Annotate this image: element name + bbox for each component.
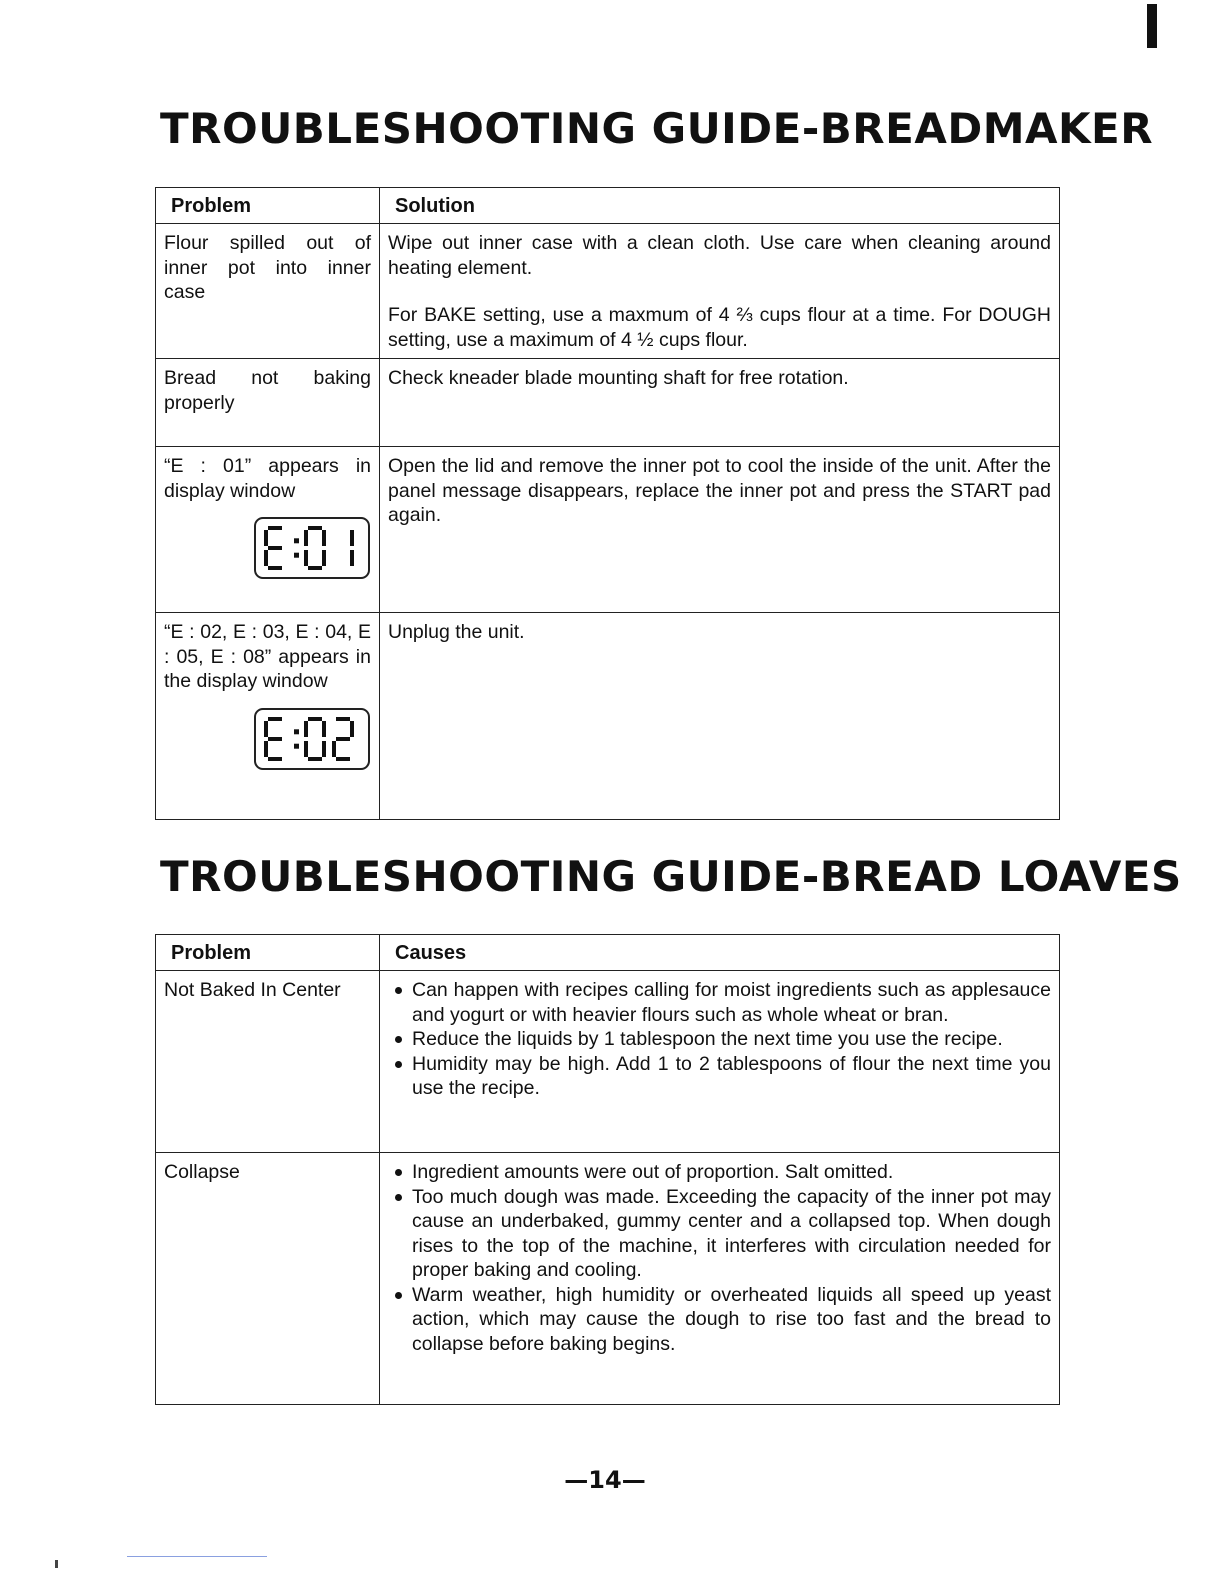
solution-cell: [380, 224, 1060, 359]
list-item: Warm weather, high humidity or overheated liquids all speed up yeast action, which may cause the dough to rise too fast and the bread to collapse before baking begins.: [388, 1283, 1051, 1357]
solution-text: Unplug the unit.: [388, 621, 525, 643]
lcd-display-e01: [254, 517, 370, 579]
table-row: [156, 447, 1060, 613]
table-header-row: [156, 188, 1060, 224]
solution-text: For BAKE setting, use a maxmum of 4 ⅔ cups flour at a time. For DOUGH setting, use a maximum of 4 ½ cups flour.: [388, 304, 1051, 351]
causes-list: [388, 978, 1051, 1101]
corner-mark: [1147, 4, 1157, 48]
solution-cell: [380, 359, 1060, 447]
table-row: [156, 971, 1060, 1153]
page-number: —14—: [564, 1466, 646, 1494]
problem-header: Problem: [156, 935, 380, 971]
solution-text: Open the lid and remove the inner pot to cool the inside of the unit. After the panel message disappears, replace the inner pot and press the START pad again.: [388, 455, 1051, 526]
lcd-display-e02: [254, 708, 370, 770]
section-title-bread-loaves: TROUBLESHOOTING GUIDE-BREAD LOAVES: [160, 852, 1182, 901]
list-item: Reduce the liquids by 1 tablespoon the next time you use the recipe.: [388, 1027, 1051, 1052]
causes-cell: [380, 971, 1060, 1153]
list-item: Humidity may be high. Add 1 to 2 tablespoons of flour the next time you use the recipe.: [388, 1052, 1051, 1101]
causes-header: Causes: [380, 935, 1060, 971]
problem-cell: Flour spilled out of inner pot into inner case: [156, 224, 380, 359]
breadmaker-troubleshooting-table: [155, 187, 1060, 820]
problem-header: Problem: [156, 188, 380, 224]
seven-segment-readout: [256, 519, 368, 577]
table-row: [156, 224, 1060, 359]
problem-text: “E : 02, E : 03, E : 04, E : 05, E : 08” appears in the display window: [164, 621, 371, 692]
solution-cell: [380, 613, 1060, 820]
problem-cell: Bread not baking properly: [156, 359, 380, 447]
causes-list: [388, 1160, 1051, 1356]
section-title-breadmaker: TROUBLESHOOTING GUIDE-BREADMAKER: [160, 104, 1154, 153]
table-header-row: [156, 935, 1060, 971]
solution-text: Check kneader blade mounting shaft for free rotation.: [388, 367, 849, 389]
problem-cell: [156, 447, 380, 613]
problem-text: “E : 01” appears in display window: [164, 455, 371, 502]
list-item: Too much dough was made. Exceeding the capacity of the inner pot may cause an underbaked, gummy center and a collapsed top. When dough rises to the top of the machine, it interferes with circulation needed for proper baking and cooling.: [388, 1185, 1051, 1283]
footer-tick: [55, 1560, 58, 1568]
footer-line: [127, 1556, 267, 1557]
problem-cell: Collapse: [156, 1153, 380, 1405]
causes-cell: [380, 1153, 1060, 1405]
table-row: [156, 1153, 1060, 1405]
solution-text: Wipe out inner case with a clean cloth. Use care when cleaning around heating element.: [388, 232, 1051, 279]
bread-loaves-troubleshooting-table: [155, 934, 1060, 1405]
problem-cell: [156, 613, 380, 820]
solution-cell: [380, 447, 1060, 613]
list-item: Can happen with recipes calling for moist ingredients such as applesauce and yogurt or with heavier flours such as whole wheat or bran.: [388, 978, 1051, 1027]
table-row: [156, 613, 1060, 820]
solution-header: Solution: [380, 188, 1060, 224]
list-item: Ingredient amounts were out of proportion. Salt omitted.: [388, 1160, 1051, 1185]
problem-cell: Not Baked In Center: [156, 971, 380, 1153]
table-row: [156, 359, 1060, 447]
seven-segment-readout: [256, 710, 368, 768]
